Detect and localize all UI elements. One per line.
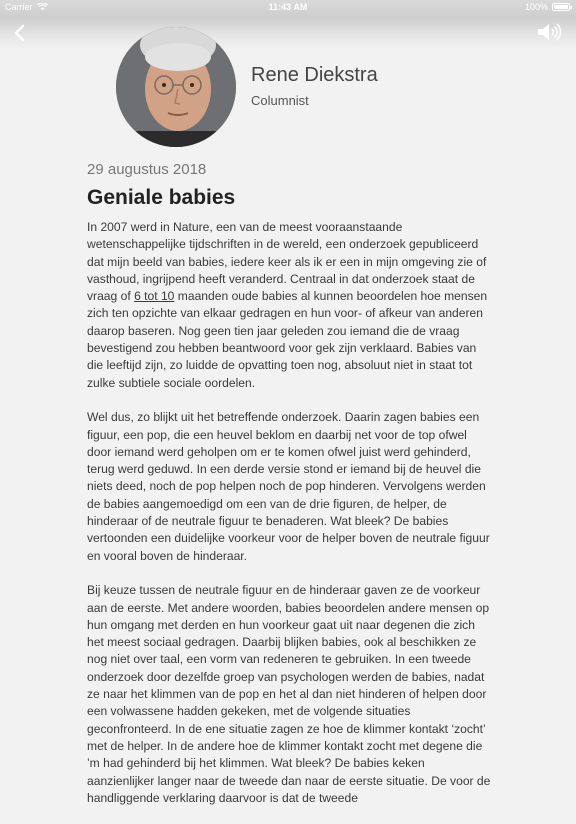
carrier-label: Carrier	[5, 2, 33, 12]
battery-icon	[552, 3, 570, 11]
back-button[interactable]	[10, 22, 32, 44]
article-title: Geniale babies	[87, 186, 236, 209]
battery-indicator	[525, 2, 570, 12]
article-paragraph: Wel dus, zo blijkt uit het betreffende onderzoek. Daarin zagen babies een figuur, een pop, die een heuvel beklom en daarbij net voor de top ofwel door iemand werd geholpen om er te komen ofwel juist werd gehinderd, terug werd geduwd. In een derde versie stond er iemand bij de heuvel die niets deed, noch de pop helpen noch de pop hinderen. Vervolgens werden de babies aangemoedigd om een van de drie figuren, de helper, de hinderaar of de neutrale figuur te benaderen. Wat bleek? De babies vertoonden een duidelijke voorkeur voor de helper boven de neutrale figuur en vooral boven de hinderaar.	[87, 410, 490, 563]
author-role: Columnist	[251, 93, 309, 108]
article-paragraph: Bij keuze tussen de neutrale figuur en de hinderaar gaven ze de voorkeur aan de eerste. Met andere woorden, babies beoordelen andere mensen op hun omgang met derden en hun voorkeur gaat uit naar degenen die zich het meest sociaal gedragen. Daarbij blijken babies, ook al beschikken ze nog niet over taal, een vorm van redeneren te gebruiken. In een tweede onderzoek door dezelfde groep van psychologen werden de babies, nadat ze naar het klimmen van de pop en het al dan niet hinderen of helpen door een volwassene hadden gekeken, met de volgende situaties geconfronteerd. In de ene situatie zagen ze hoe de klimmer kontakt ‘zocht’ met de helper. In de andere hoe de klimmer kontakt zocht met degene die ’m had gehinderd bij het klimmen. Wat bleek? De babies keken aanzienlijker langer naar de tweede dan naar de eerste situatie. De voor de handliggende verklaring daarvoor is dat de tweede	[87, 583, 491, 805]
article-date: 29 augustus 2018	[87, 161, 207, 178]
age-range-link[interactable]: 6 tot 10	[134, 289, 175, 304]
chevron-left-icon	[10, 22, 32, 44]
status-time: 11:43 AM	[268, 2, 308, 12]
article-paragraph	[87, 219, 492, 392]
author-name: Rene Diekstra	[251, 64, 378, 86]
speaker-icon	[536, 21, 562, 43]
paragraph-text: In 2007 werd in Nature, een van de meest vooraanstaande wetenschappelijke tijdschriften in de wereld, een onderzoek gepubliceerd dat mijn beeld van babies, iedere keer als ik er een in mijn omgeving zie of vasthoud, ingrijpend heeft veranderd. Centraal in dat onderzoek staat de vraag of	[87, 220, 487, 304]
nav-bar	[0, 16, 576, 50]
article-body	[87, 219, 492, 824]
author-avatar	[116, 27, 236, 147]
author-portrait	[116, 27, 236, 147]
paragraph-text: maanden oude babies al kunnen beoordelen hoe mensen zich ten opzichte van elkaar gedragen en hun voor- of afkeur van anderen daarop baseren. Nog geen tien jaar geleden zou iemand die de vraag bevestigend zou hebben beantwoord voor gek zijn verklaard. Babies van die leeftijd zijn, zo luidde de opvatting toen nog, absoluut niet in staat tot zulke subtiele sociale oordelen.	[87, 289, 488, 390]
speaker-button[interactable]	[536, 21, 562, 43]
battery-percent: 100%	[524, 2, 548, 12]
status-bar	[0, 0, 576, 16]
